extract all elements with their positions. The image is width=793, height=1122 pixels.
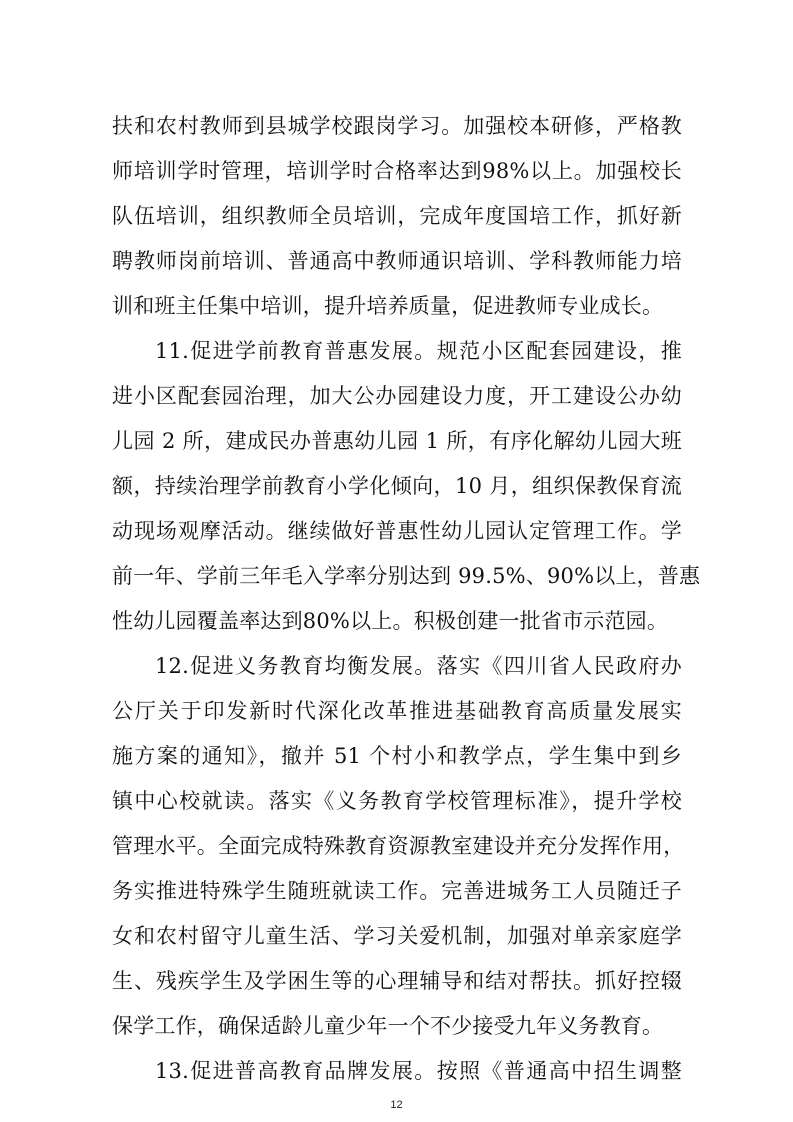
paragraph-13-heading-line: 13.促进普高教育品牌发展。按照《普通高中招生调整: [155, 1059, 682, 1083]
text-line-5: 训和班主任集中培训，提升培养质量，促进教师专业成长。: [112, 294, 664, 318]
text-line-17: 管理水平。全面完成特殊教育资源教室建设并充分发挥作用，: [112, 834, 685, 858]
text-line-15: 施方案的通知》，撤并 51 个村小和教学点，学生集中到乡: [112, 744, 682, 768]
page-number: 12: [390, 1099, 403, 1111]
text-line-8: 儿园 2 所，建成民办普惠幼儿园 1 所，有序化解幼儿园大班: [112, 429, 682, 453]
text-line-2: 师培训学时管理，培训学时合格率达到98%以上。加强校长: [112, 159, 682, 183]
paragraph-11-heading-line: 11.促进学前教育普惠发展。规范小区配套园建设，推: [155, 339, 682, 363]
text-line-9: 额，持续治理学前教育小学化倾向，10 月，组织保教保育流: [112, 474, 682, 498]
paragraph-12-heading-line: 12.促进义务教育均衡发展。落实《四川省人民政府办: [155, 654, 682, 678]
text-line-19: 女和农村留守儿童生活、学习关爱机制，加强对单亲家庭学: [112, 924, 682, 948]
text-line-16: 镇中心校就读。落实《义务教育学校管理标准》，提升学校: [112, 789, 682, 813]
text-line-1: 扶和农村教师到县城学校跟岗学习。加强校本研修，严格教: [112, 114, 682, 138]
text-line-11: 前一年、学前三年毛入学率分别达到 99.5%、90%以上，普惠: [112, 564, 701, 588]
text-line-21: 保学工作，确保适龄儿童少年一个不少接受九年义务教育。: [112, 1014, 664, 1038]
text-line-3: 队伍培训，组织教师全员培训，完成年度国培工作，抓好新: [112, 204, 682, 228]
text-line-7: 进小区配套园治理，加大公办园建设力度，开工建设公办幼: [112, 384, 682, 408]
text-line-4: 聘教师岗前培训、普通高中教师通识培训、学科教师能力培: [112, 249, 682, 273]
text-line-20: 生、残疾学生及学困生等的心理辅导和结对帮扶。抓好控辍: [112, 969, 682, 993]
text-line-10: 动现场观摩活动。继续做好普惠性幼儿园认定管理工作。学: [112, 519, 682, 543]
text-line-18: 务实推进特殊学生随班就读工作。完善进城务工人员随迁子: [112, 879, 682, 903]
text-line-14: 公厅关于印发新时代深化改革推进基础教育高质量发展实: [112, 699, 682, 723]
text-line-12: 性幼儿园覆盖率达到80%以上。积极创建一批省市示范园。: [112, 609, 669, 633]
